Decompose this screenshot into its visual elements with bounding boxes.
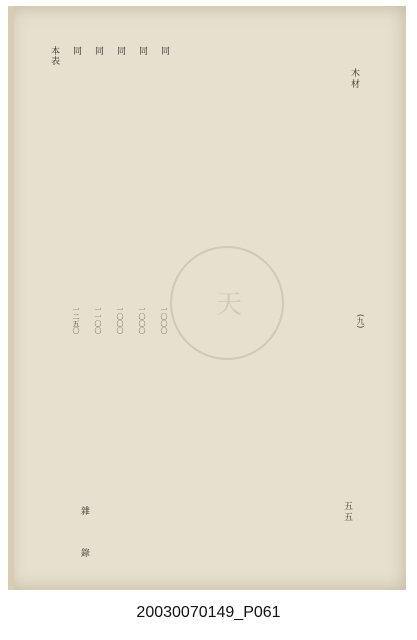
text-column-note: 一〇〇〇 [138, 306, 146, 334]
text-column: 本表 [49, 46, 59, 66]
text-column: 同 [159, 46, 169, 56]
text-column: 同 [71, 46, 81, 56]
text-column-note: 一〇〇〇 [116, 306, 124, 334]
image-caption: 20030070149_P061 [136, 604, 281, 621]
text-column: 同 [137, 46, 147, 56]
text-column-note: 一〇〇〇 [160, 306, 168, 334]
document-page [8, 6, 406, 590]
page-mark: (九) [356, 314, 365, 329]
footer-label: 雜 錄 [79, 506, 89, 569]
text-column: 同 [115, 46, 125, 56]
page-edge [8, 6, 14, 590]
section-title: 木材 [349, 68, 359, 90]
watermark-stamp: 天 [170, 246, 284, 360]
page-number: 五五 [342, 501, 352, 523]
text-column-note: 一一〇〇 [94, 306, 102, 334]
text-column-note: 一二五〇 [72, 306, 80, 334]
text-column: 同 [93, 46, 103, 56]
